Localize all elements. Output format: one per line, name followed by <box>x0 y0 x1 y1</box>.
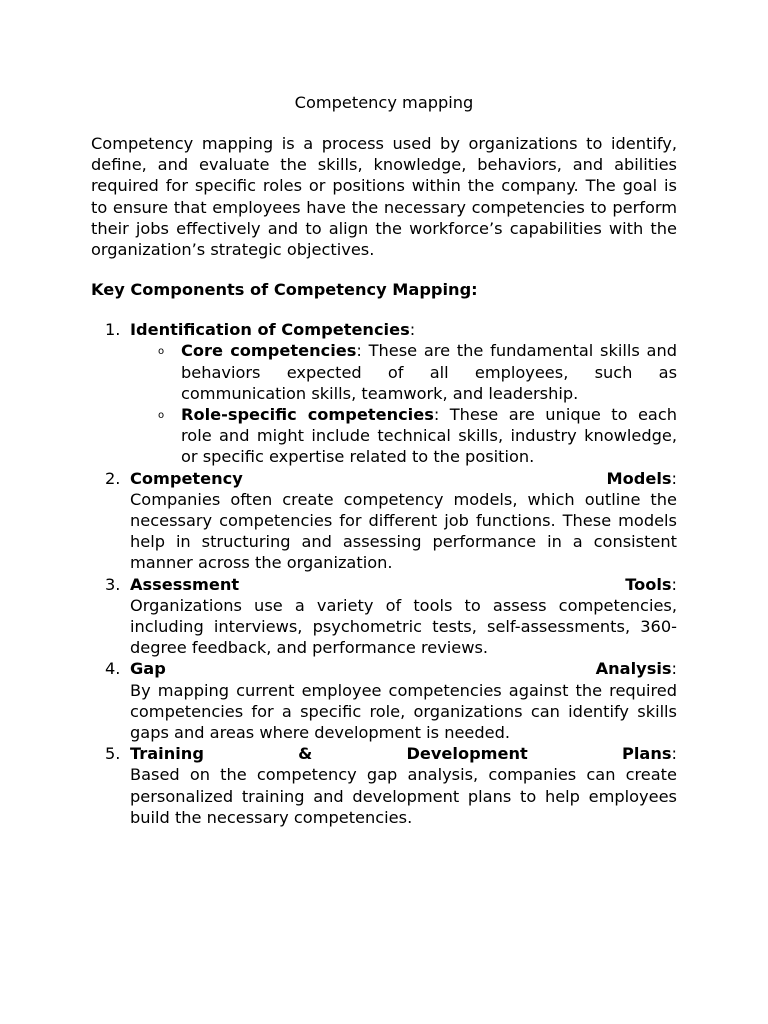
item-heading-word: Tools <box>625 574 672 594</box>
item-number: 3. <box>105 574 121 594</box>
item-heading-word: Models <box>606 468 672 488</box>
item-heading-word: Development <box>406 744 528 764</box>
components-list <box>91 319 677 828</box>
item-heading-end <box>622 743 677 764</box>
item-heading <box>130 743 677 764</box>
item-heading <box>130 658 677 679</box>
document-page <box>91 92 677 828</box>
sub-list-item <box>130 340 677 404</box>
sub-list <box>130 340 677 467</box>
item-heading-colon: : <box>409 320 416 340</box>
item-heading-end <box>596 658 677 679</box>
list-item <box>91 574 677 659</box>
item-number: 1. <box>105 320 121 340</box>
item-heading-word: Analysis <box>595 659 672 679</box>
document-title: Competency mapping <box>294 93 474 112</box>
item-heading-word: Competency <box>130 468 243 488</box>
intro-paragraph: Competency mapping is a process used by organizations to identify, define, and evaluate the skills, knowledge, behaviors, and abilities required for specific roles or positions within the company. The goal is to ensure that employees have the necessary competencies to perform their jobs effectively and to align the workforce’s capabilities with the organization’s strategic objectives. <box>91 134 677 260</box>
item-heading <box>130 468 677 489</box>
list-item <box>91 658 677 743</box>
list-item <box>91 743 677 828</box>
item-heading-word: Plans <box>622 744 672 764</box>
item-number: 4. <box>105 659 121 679</box>
sub-item-term: Core competencies <box>181 341 357 361</box>
item-heading-colon: : <box>671 744 677 764</box>
item-body: Based on the competency gap analysis, companies can create personalized training and development plans to help employees build the necessary competencies. <box>130 765 677 827</box>
item-heading-colon: : <box>671 574 677 594</box>
item-body: Organizations use a variety of tools to assess competencies, including interviews, psychometric tests, self-assessments, 360-degree feedback, and performance reviews. <box>130 595 677 658</box>
item-heading-word: Identification of Competencies <box>130 320 410 340</box>
bullet-icon: o <box>158 346 165 358</box>
sub-list-item <box>130 404 677 468</box>
item-heading-colon: : <box>671 659 677 679</box>
item-heading-word: Training <box>130 744 204 764</box>
item-heading-word: Assessment <box>130 574 240 594</box>
list-item <box>91 468 677 574</box>
item-number: 2. <box>105 468 121 488</box>
item-heading-colon: : <box>671 468 677 488</box>
item-body: By mapping current employee competencies against the required competencies for a specific role, organizations can identify skills gaps and areas where development is needed. <box>130 680 677 743</box>
sub-item-text: : These are unique to each role and might include technical skills, industry knowledge, or specific expertise related to the position. <box>181 405 677 467</box>
item-heading-word: Gap <box>130 659 166 679</box>
item-number: 5. <box>105 744 121 764</box>
item-heading-end <box>607 468 677 489</box>
item-heading-word: & <box>298 744 313 764</box>
list-item <box>91 319 677 467</box>
bullet-icon: o <box>158 410 165 422</box>
item-heading-end <box>130 319 415 340</box>
item-heading-end <box>625 574 677 595</box>
sub-item-term: Role-specific competencies <box>181 405 434 425</box>
item-body: Companies often create competency models, which outline the necessary competencies for different job functions. These models help in structuring and assessing performance in a consistent manner across the organization. <box>130 489 677 573</box>
item-heading <box>130 574 677 595</box>
section-heading: Key Components of Competency Mapping: <box>91 280 478 300</box>
sub-item-text: : These are the fundamental skills and behaviors expected of all employees, such as communication skills, teamwork, and leadership. <box>181 341 678 403</box>
item-heading <box>130 319 677 340</box>
